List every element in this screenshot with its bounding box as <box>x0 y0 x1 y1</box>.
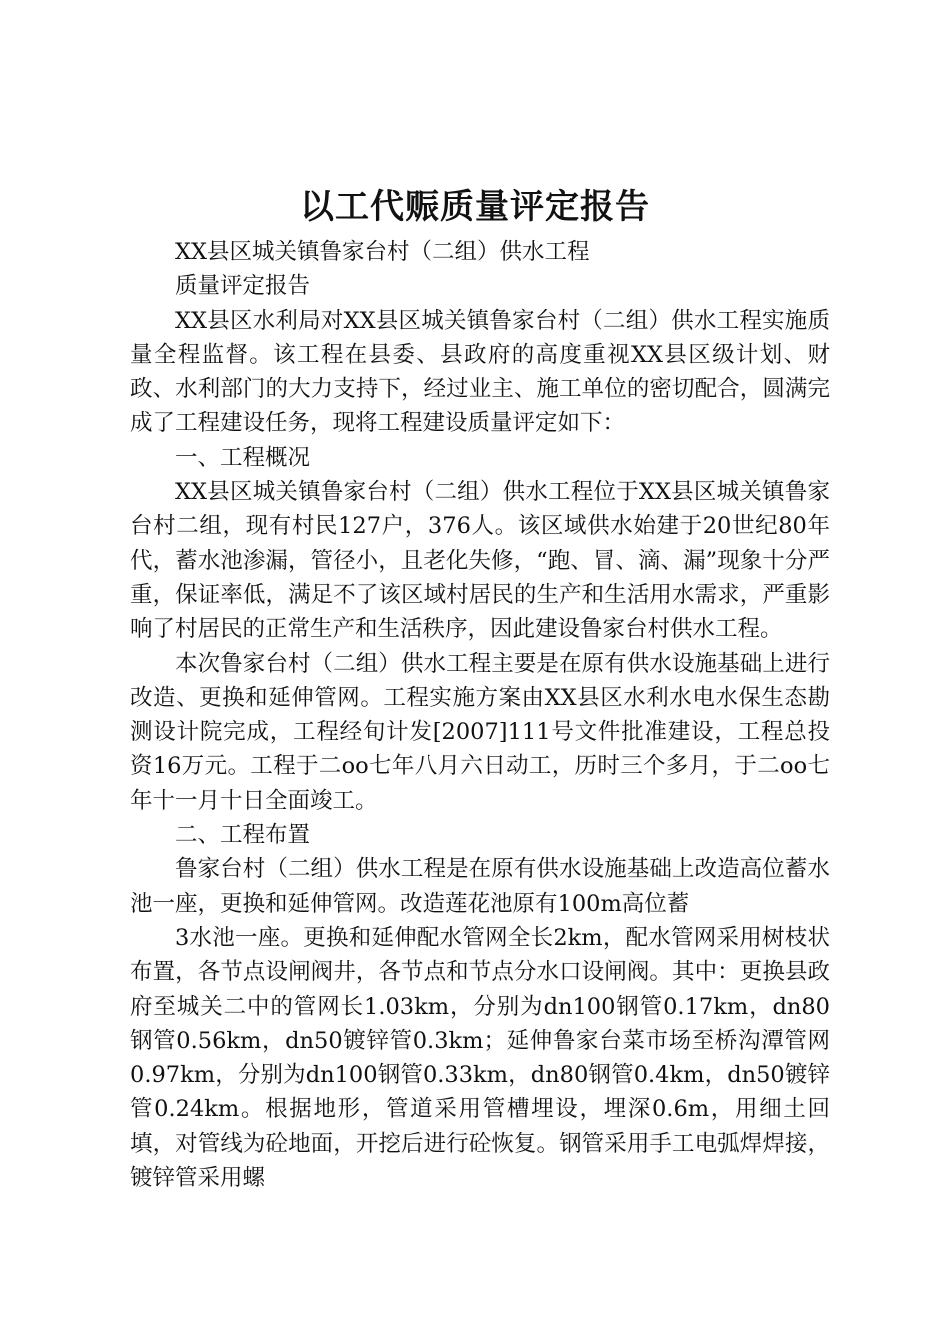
project-implementation-paragraph: 本次鲁家台村（二组）供水工程主要是在原有供水设施基础上进行改造、更换和延伸管网。工程实施方案由XX县区水利水电水保生态勘测设计院完成，工程经旬计发[2007]111号文件批准建设，工程总投资16万元。工程于二oo七年八月六日动工，历时三个多月，于二oo七年十一月十日全面竣工。 <box>130 650 830 814</box>
layout-paragraph: 鲁家台村（二组）供水工程是在原有供水设施基础上改造高位蓄水池一座，更换和延伸管网。改造莲花池原有100m高位蓄 <box>130 856 830 917</box>
report-subtitle-line: 质量评定报告 <box>175 273 311 300</box>
pipeline-details-paragraph: 3水池一座。更换和延伸配水管网全长2km，配水管网采用树枝状布置，各节点设闸阀井，各节点和节点分水口设闸阀。其中：更换县政府至城关二中的管网长1.03km，分别为dn100钢管0.17km，dn80钢管0.56km，dn50镀锌管0.3km；延伸鲁家台菜市场至桥沟潭管网0.97km，分别为dn100钢管0.33km，dn80钢管0.4km，dn50镀锌管0.24km。根据地形，管道采用管槽埋设，埋深0.6m，用细土回填，对管线为砼地面，开挖后进行砼恢复。钢管采用手工电弧焊焊接，镀锌管采用螺 <box>130 924 830 1192</box>
section-heading-layout: 二、工程布置 <box>175 822 311 849</box>
overview-paragraph: XX县区城关镇鲁家台村（二组）供水工程位于XX县区城关镇鲁家台村二组，现有村民127户，376人。该区域供水始建于20世纪80年代，蓄水池渗漏，管径小，且老化失修，“跑、冒、滴、漏”现象十分严重，保证率低，满足不了该区域村居民的生产和生活用水需求，严重影响了村居民的正常生产和生活秩序，因此建设鲁家台村供水工程。 <box>130 479 830 643</box>
intro-paragraph: XX县区水利局对XX县区城关镇鲁家台村（二组）供水工程实施质量全程监督。该工程在县委、县政府的高度重视XX县区级计划、财政、水利部门的大力支持下，经过业主、施工单位的密切配合，圆满完成了工程建设任务，现将工程建设质量评定如下： <box>130 307 830 437</box>
document-title: 以工代赈质量评定报告 <box>300 187 650 227</box>
section-heading-overview: 一、工程概况 <box>175 444 311 471</box>
document-body <box>130 235 830 1195</box>
project-name-line: XX县区城关镇鲁家台村（二组）供水工程 <box>175 239 590 265</box>
